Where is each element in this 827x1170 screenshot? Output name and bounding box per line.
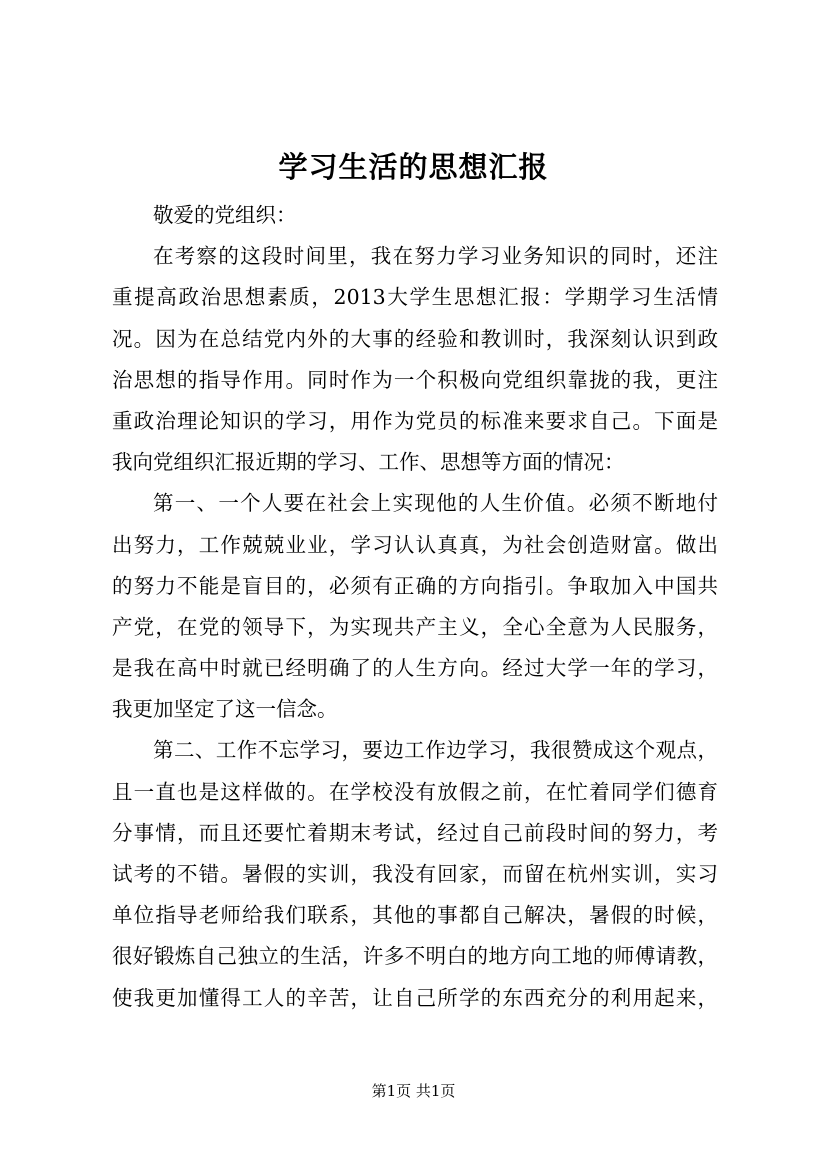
- paragraph-line: 分事情，而且还要忙着期末考试，经过自己前段时间的努力，考: [112, 820, 718, 845]
- paragraph-line: 且一直也是这样做的。在学校没有放假之前，在忙着同学们德育: [112, 779, 718, 804]
- paragraph-line: 产党，在党的领导下，为实现共产主义，全心全意为人民服务，: [112, 614, 718, 639]
- paragraph-line: 况。因为在总结党内外的大事的经验和教训时，我深刻认识到政: [112, 326, 718, 351]
- paragraph-line: 重提高政治思想素质，2013大学生思想汇报：学期学习生活情: [112, 285, 718, 310]
- paragraph-line: 在考察的这段时间里，我在努力学习业务知识的同时，还注: [153, 244, 718, 269]
- page-footer: 第1页 共1页: [371, 1082, 456, 1100]
- paragraph-line: 是我在高中时就已经明确了的人生方向。经过大学一年的学习，: [112, 656, 718, 681]
- document-body: [112, 195, 718, 1019]
- paragraph-line: 的努力不能是盲目的，必须有正确的方向指引。争取加入中国共: [112, 573, 718, 598]
- paragraph-line: 试考的不错。暑假的实训，我没有回家，而留在杭州实训，实习: [112, 862, 718, 886]
- paragraph-line: 重政治理论知识的学习，用作为党员的标准来要求自己。下面是: [112, 408, 718, 433]
- paragraph-line: 出努力，工作兢兢业业，学习认认真真，为社会创造财富。做出: [112, 532, 718, 557]
- paragraph-3: [112, 730, 718, 1018]
- paragraph-line: 很好锻炼自己独立的生活，许多不明白的地方向工地的师傅请教，: [112, 944, 718, 969]
- paragraph-2: [112, 483, 718, 730]
- paragraph-line: 第二、工作不忘学习，要边工作边学习，我很赞成这个观点，: [153, 738, 718, 763]
- paragraph-line: 我更加坚定了这一信念。: [112, 697, 338, 722]
- document-title: 学习生活的思想汇报: [278, 150, 549, 184]
- paragraph-line: 治思想的指导作用。同时作为一个积极向党组织靠拢的我，更注: [112, 367, 718, 392]
- paragraph-line: 使我更加懂得工人的辛苦，让自己所学的东西充分的利用起来，: [112, 985, 718, 1010]
- paragraph-line: 我向党组织汇报近期的学习、工作、思想等方面的情况：: [112, 450, 625, 475]
- paragraph-line: 第一、一个人要在社会上实现他的人生价值。必须不断地付: [153, 491, 718, 516]
- paragraph-line: 单位指导老师给我们联系，其他的事都自己解决，暑假的时候，: [112, 903, 718, 928]
- paragraph-1: [112, 236, 718, 483]
- salutation: 敬爱的党组织：: [153, 203, 297, 227]
